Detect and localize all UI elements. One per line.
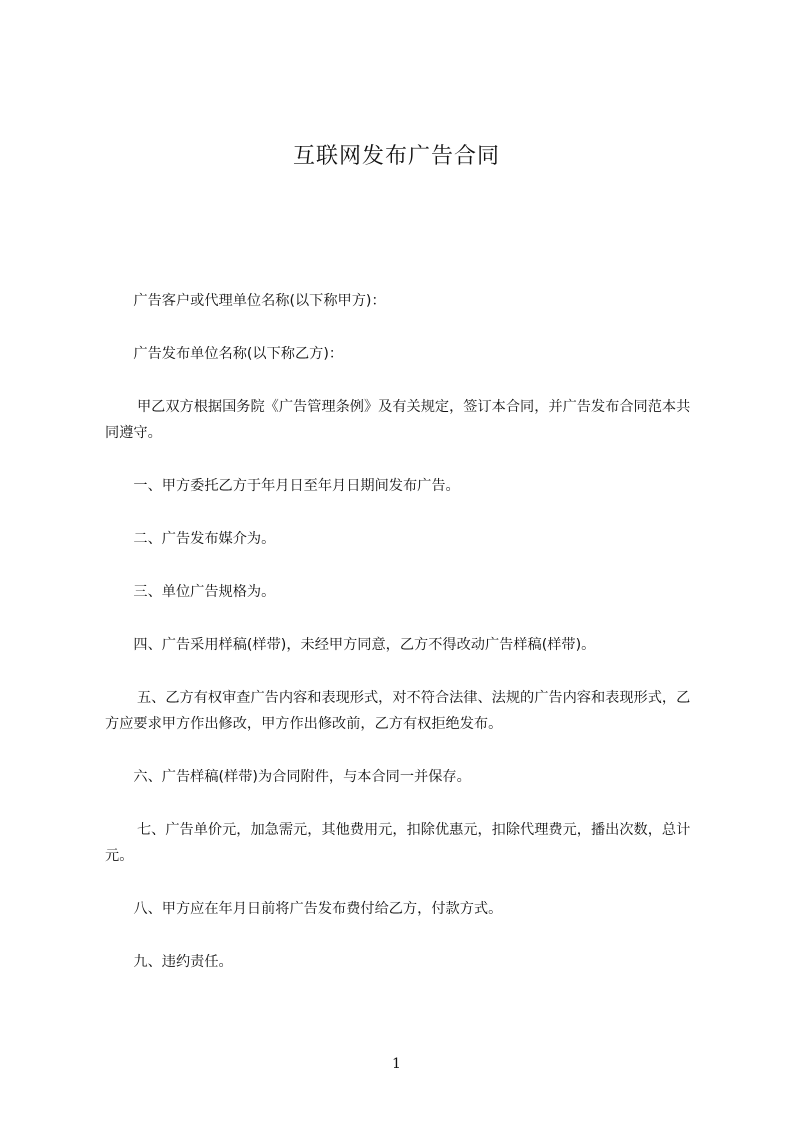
- paragraph-party-b: 广告发布单位名称(以下称乙方)：: [133, 346, 344, 362]
- paragraph-clause-2: 二、广告发布媒介为。: [133, 531, 276, 547]
- paragraph-clause-4: 四、广告采用样稿(样带)，未经甲方同意，乙方不得改动广告样稿(样带)。: [133, 637, 596, 653]
- paragraph-party-a: 广告客户或代理单位名称(以下称甲方)：: [133, 293, 386, 309]
- paragraph-preamble: 甲乙双方根据国务院《广告管理条例》及有关规定，签订本合同，并广告发布合同范本共同遵守。: [105, 399, 691, 441]
- paragraph-clause-3: 三、单位广告规格为。: [133, 584, 276, 600]
- paragraph-clause-9: 九、违约责任。: [133, 954, 233, 970]
- document-body: [105, 288, 703, 1002]
- paragraph-clause-6: 六、广告样稿(样带)为合同附件，与本合同一并保存。: [133, 769, 471, 785]
- document-title: 互联网发布广告合同: [292, 144, 500, 169]
- page-number: 1: [392, 1056, 401, 1072]
- paragraph-clause-7: 七、广告单价元，加急需元，其他费用元，扣除优惠元，扣除代理费元，播出次数，总计元。: [105, 822, 691, 864]
- paragraph-clause-1: 一、甲方委托乙方于年月日至年月日期间发布广告。: [133, 478, 460, 494]
- paragraph-clause-8: 八、甲方应在年月日前将广告发布费付给乙方，付款方式。: [133, 901, 503, 917]
- paragraph-clause-5: 五、乙方有权审查广告内容和表现形式，对不符合法律、法规的广告内容和表现形式，乙方应要求甲方作出修改，甲方作出修改前，乙方有权拒绝发布。: [105, 690, 691, 732]
